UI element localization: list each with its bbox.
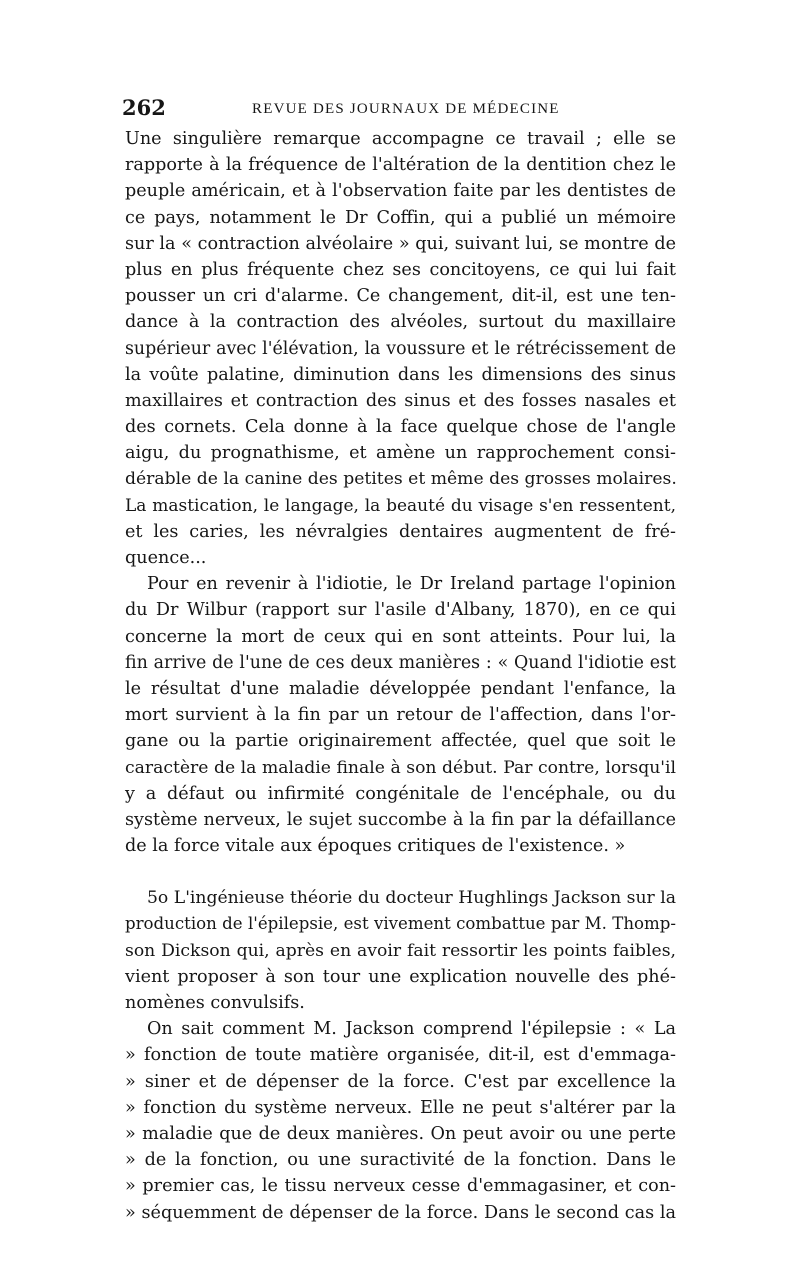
text-line: rapporte à la fréquence de l'altération de la dentition chez le (125, 155, 676, 176)
text-line: son Dickson qui, après en avoir fait ressortir les points faibles, (125, 940, 676, 961)
text-line: On sait comment M. Jackson comprend l'épilepsie : « La (147, 1019, 676, 1040)
text-line: aigu, du prognathisme, et amène un rapprochement consi- (125, 443, 676, 464)
page-header (122, 96, 678, 122)
text-line: » de la fonction, ou une suractivité de la fonction. Dans le (125, 1150, 676, 1171)
text-line: y a défaut ou infirmité congénitale de l'encéphale, ou du (125, 783, 676, 804)
text-line: 5o L'ingénieuse théorie du docteur Hughlings Jackson sur la (147, 888, 676, 909)
body-text (125, 126, 676, 1226)
text-line: quence... (125, 548, 207, 568)
text-line: Pour en revenir à l'idiotie, le Dr Ireland partage l'opinion (147, 574, 676, 595)
text-line: » maladie que de deux manières. On peut avoir ou une perte (125, 1123, 676, 1144)
text-line: du Dr Wilbur (rapport sur l'asile d'Albany, 1870), en ce qui (125, 600, 676, 621)
text-line: sur la « contraction alvéolaire » qui, suivant lui, se montre de (125, 233, 676, 254)
text-line: mort survient à la fin par un retour de l'affection, dans l'or- (125, 705, 676, 726)
text-line: production de l'épilepsie, est vivement combattue par M. Thomp- (125, 914, 676, 934)
text-line: » séquemment de dépenser de la force. Dans le second cas la (125, 1202, 676, 1223)
page-number: 262 (122, 95, 166, 120)
text-line: la voûte palatine, diminution dans les dimensions des sinus (125, 364, 676, 385)
text-line: vient proposer à son tour une explication nouvelle des phé- (125, 966, 676, 987)
text-line: de la force vitale aux époques critiques de l'existence. » (125, 836, 626, 857)
running-head: REVUE DES JOURNAUX DE MÉDECINE (252, 101, 560, 117)
text-line: » fonction du système nerveux. Elle ne peut s'altérer par la (125, 1097, 676, 1118)
text-line: supérieur avec l'élévation, la voussure et le rétrécissement de (125, 338, 676, 359)
text-line: gane ou la partie originairement affectée, quel que soit le (125, 731, 676, 752)
text-line: peuple américain, et à l'observation faite par les dentistes de (125, 181, 676, 202)
text-line: ce pays, notamment le Dr Coffin, qui a publié un mémoire (125, 207, 676, 228)
text-line: concerne la mort de ceux qui en sont atteints. Pour lui, la (125, 626, 676, 647)
text-line: » siner et de dépenser de la force. C'est par excellence la (125, 1071, 676, 1092)
text-line: dérable de la canine des petites et même des grosses molaires. (125, 469, 677, 490)
text-line: pousser un cri d'alarme. Ce changement, dit-il, est une ten- (125, 286, 676, 307)
text-line: le résultat d'une maladie développée pendant l'enfance, la (125, 678, 676, 699)
text-line: Une singulière remarque accompagne ce travail ; elle se (125, 129, 676, 149)
text-line: caractère de la maladie finale à son début. Par contre, lorsqu'il (125, 757, 676, 778)
text-line: des cornets. Cela donne à la face quelque chose de l'angle (125, 417, 676, 438)
text-line: plus en plus fréquente chez ses concitoyens, ce qui lui fait (125, 259, 676, 280)
text-line: et les caries, les névralgies dentaires augmentent de fré- (125, 521, 676, 542)
text-line: nomènes convulsifs. (125, 993, 305, 1013)
text-line: système nerveux, le sujet succombe à la fin par la défaillance (125, 809, 676, 830)
text-line: » premier cas, le tissu nerveux cesse d'emmagasiner, et con- (125, 1176, 676, 1197)
text-line: La mastication, le langage, la beauté du visage s'en ressentent, (125, 495, 676, 516)
text-line: fin arrive de l'une de ces deux manières : « Quand l'idiotie est (125, 652, 676, 673)
text-line: dance à la contraction des alvéoles, surtout du maxillaire (125, 312, 676, 333)
text-line: » fonction de toute matière organisée, dit-il, est d'emmaga- (125, 1045, 676, 1066)
text-line: maxillaires et contraction des sinus et des fosses nasales et (125, 390, 676, 411)
